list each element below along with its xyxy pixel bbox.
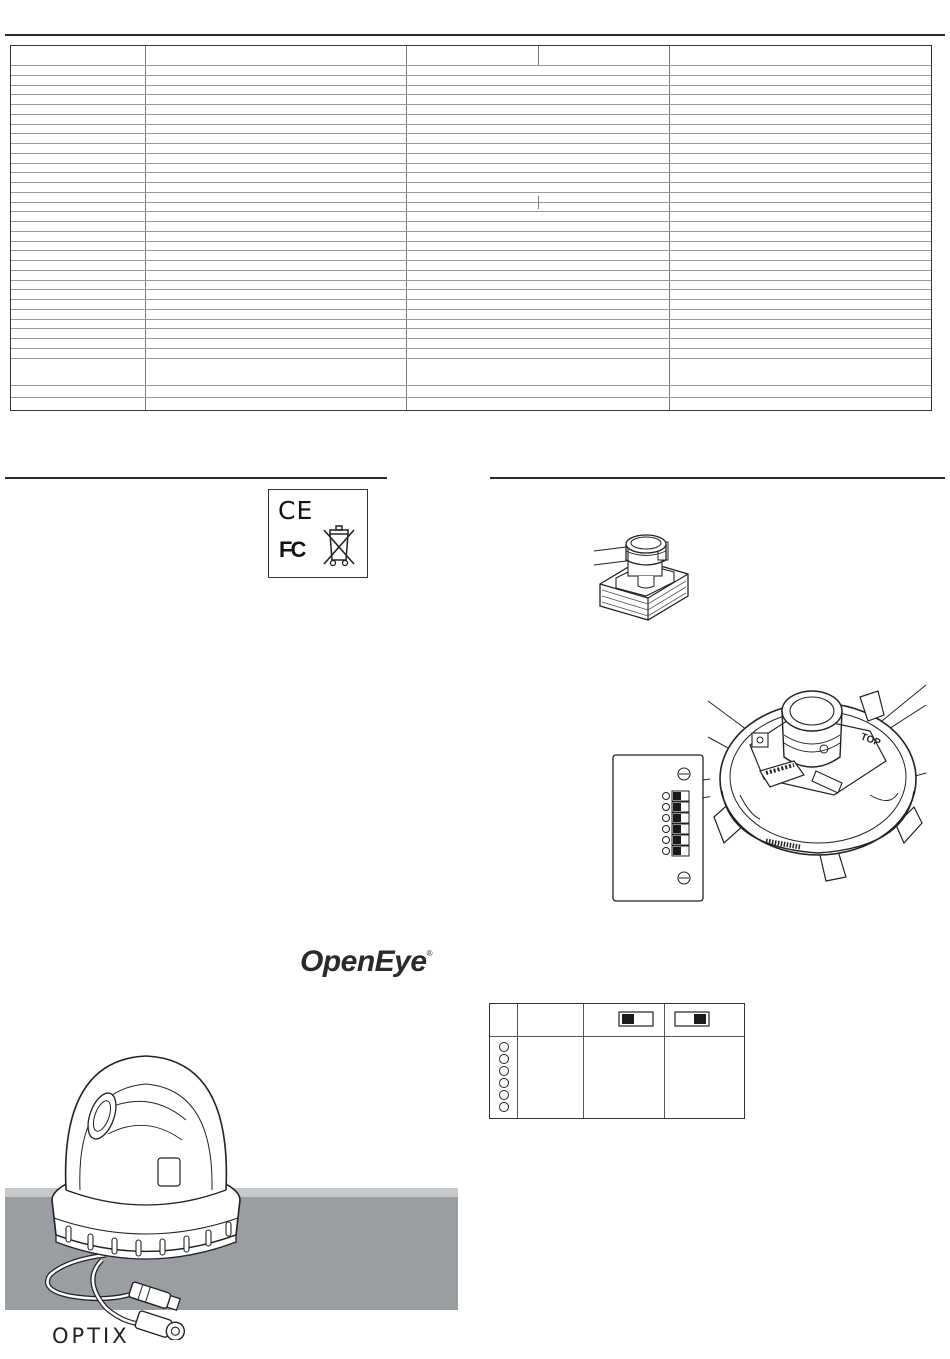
optix-logo: OPTIX [52,1324,130,1348]
spec-table-column-divider [145,46,146,410]
top-rule [5,34,945,36]
switch-on-icon [674,1011,710,1027]
spec-table-row-line [11,94,931,95]
openeye-logo-text: OpenEye [300,945,427,978]
left-section-rule [5,477,387,479]
spec-table-row-line [11,289,931,290]
right-section-rule [490,477,945,479]
spec-table-row-line [11,163,931,164]
spec-table-row-line [11,270,931,271]
spec-table-row-line [11,75,931,76]
spec-table-row-line [11,338,931,339]
weee-bin-icon [321,524,357,568]
spec-table-row-line [11,221,931,222]
spec-table-row-line [11,231,931,232]
spec-table-column-divider [669,46,670,410]
specification-table [10,45,932,411]
spec-table-row-line [11,133,931,134]
dip-switch-panel [610,752,710,904]
spec-table-row-line [11,260,931,261]
spec-table-row-line [11,211,931,212]
spec-table-row-line [11,202,931,203]
dome-camera-illustration [36,1050,256,1340]
spec-table-row-line [11,250,931,251]
switch-number-circles [497,1042,511,1114]
spec-table-split-divider [538,196,539,209]
spec-table-row-line [11,348,931,349]
spec-table-row-line [11,172,931,173]
spec-table-row-line [11,280,931,281]
spec-table-row-line [11,358,931,359]
spec-table-row-line [11,397,931,398]
certification-box [268,489,368,578]
spec-table-row-line [11,114,931,115]
spec-table-row-line [11,385,931,386]
spec-table-row-line [11,65,931,66]
spec-table-column-divider [406,46,407,410]
spec-table-row-line [11,309,931,310]
spec-table-row-line [11,153,931,154]
spec-table-row-line [11,192,931,193]
ce-mark-icon: CE [278,496,314,525]
spec-table-split-divider [538,46,539,65]
switch-off-icon [618,1011,654,1027]
spec-table-row-line [11,299,931,300]
lens-module-illustration [588,520,698,626]
spec-table-row-line [11,143,931,144]
top-label: TOP [858,731,882,749]
spec-table-row-line [11,124,931,125]
spec-table-row-line [11,182,931,183]
openeye-logo: OpenEye® [300,945,432,978]
spec-table-row-line [11,85,931,86]
fcc-mark-icon: FC [279,537,305,562]
dip-switch-table [489,1003,745,1119]
spec-table-row-line [11,241,931,242]
spec-table-row-line [11,328,931,329]
dome-interior-illustration [700,675,940,890]
spec-table-row-line [11,319,931,320]
spec-table-row-line [11,104,931,105]
